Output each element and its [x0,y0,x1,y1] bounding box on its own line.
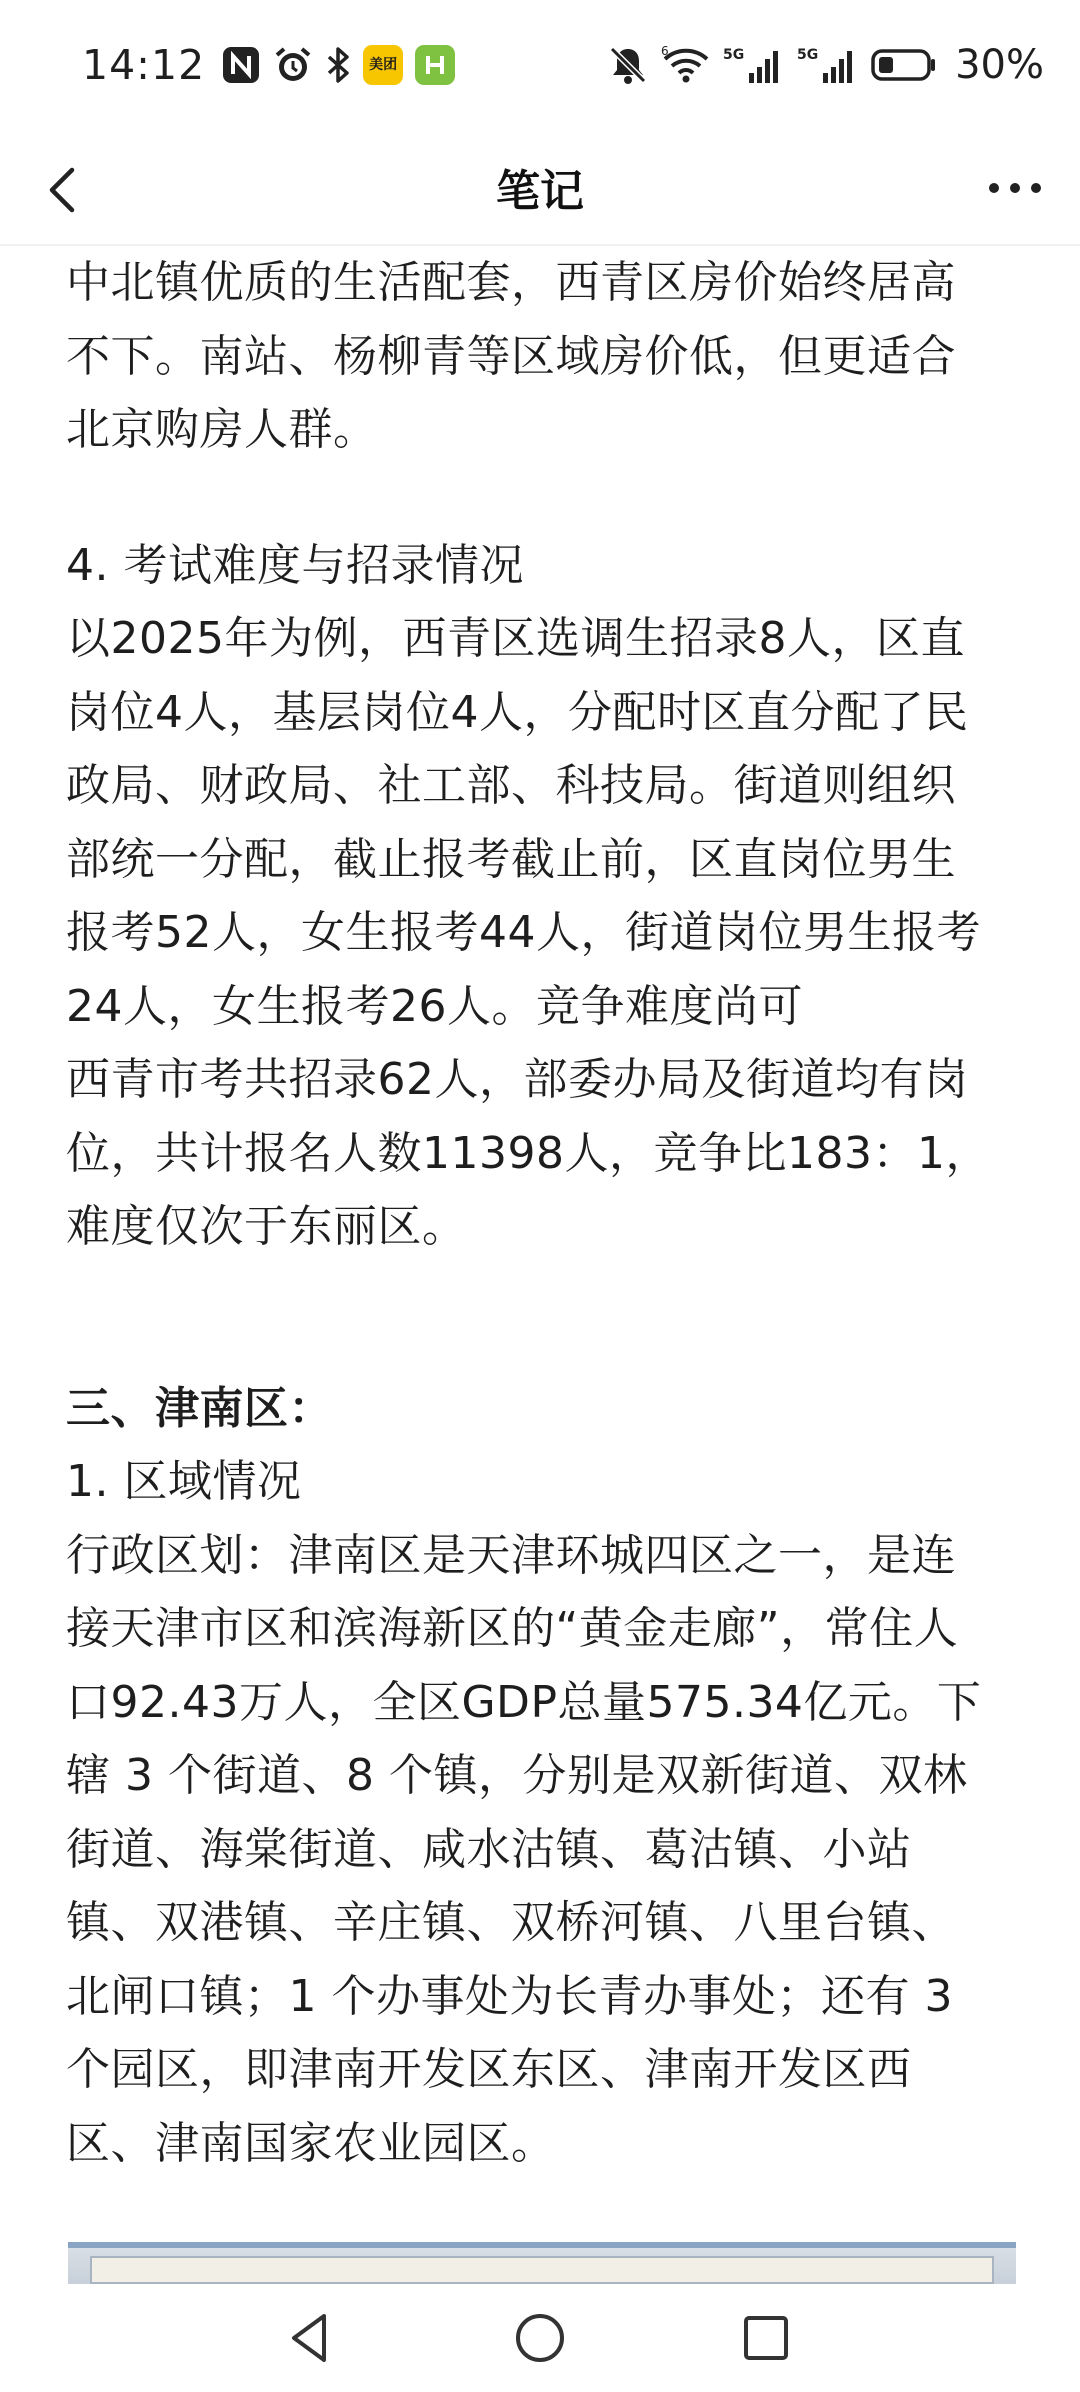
heading-exam-difficulty: 4. 考试难度与招录情况 [66,539,524,591]
nav-home-circle-icon[interactable] [510,2308,570,2368]
heading-region-overview: 1. 区域情况 [66,1456,302,1507]
status-time: 14:12 [82,41,206,89]
meituan-app-icon [363,45,403,85]
status-bar [0,0,1080,130]
battery-percent: 30% [955,42,1044,88]
map-image-frame [90,2256,994,2284]
nav-back-triangle-icon[interactable] [280,2308,340,2368]
section-title-jinnan: 三、津南区： [66,1382,333,1434]
header-bar [0,130,1080,246]
paragraph-housing: 中北镇优质的生活配套，西青区房价始终居高 不下。南站、杨柳青等区域房价低，但更适合 北京购房人群。 [66,257,956,455]
back-icon[interactable] [32,158,92,218]
nav-recents-square-icon[interactable] [736,2308,796,2368]
note-content [66,246,1016,2180]
bluetooth-icon [325,45,351,85]
wifi-icon [661,45,711,85]
paragraph-region-overview: 行政区划：津南区是天津环城四区之一，是连 接天津市区和滨海新区的“黄金走廊”，常住人 口92.43万人，全区GDP总量575.34亿元。下 辖 3 个街道、8 个镇，分别是双新街道、双林 街道、海棠街道、咸水沽镇、葛沽镇、小站 镇、双港镇、辛庄镇、双桥河镇、八里台镇、 北闸口镇；1 个办事处为长青办事处；还有 3 个园区，即津南开发区东区、津南开发区西 区、津南国家农业园区。 [66,1529,982,2169]
system-navigation-bar [0,2284,1080,2392]
svg-text:5G: 5G [723,47,745,63]
more-icon[interactable] [980,158,1050,218]
mute-icon [607,44,649,86]
page-title: 笔记 [496,166,584,217]
paragraph-exam-difficulty: 以2025年为例，西青区选调生招录8人，区直 岗位4人，基层岗位4人，分配时区直分配了民 政局、财政局、社工部、科技局。街道则组织 部统一分配，截止报考截止前，区直岗位男生 报考52人，女生报考44人，街道岗位男生报考 24人，女生报考26人。竞争难度尚可 西青市考共招录62人，部委办局及街道均有岗 位，共计报名人数11398人，竞争比183：1， 难度仅次于东丽区。 [66,613,990,1252]
svg-text:6: 6 [661,45,669,58]
status-right [607,42,1044,88]
green-app-icon [415,45,455,85]
map-image[interactable] [68,2242,1016,2284]
nfc-icon [221,45,261,85]
meituan-label: 美团 [369,57,398,73]
status-left [82,41,467,89]
signal-icon-2 [797,45,859,85]
battery-icon [871,47,937,83]
alarm-icon [273,45,313,85]
svg-text:5G: 5G [797,47,819,63]
signal-icon [723,45,785,85]
